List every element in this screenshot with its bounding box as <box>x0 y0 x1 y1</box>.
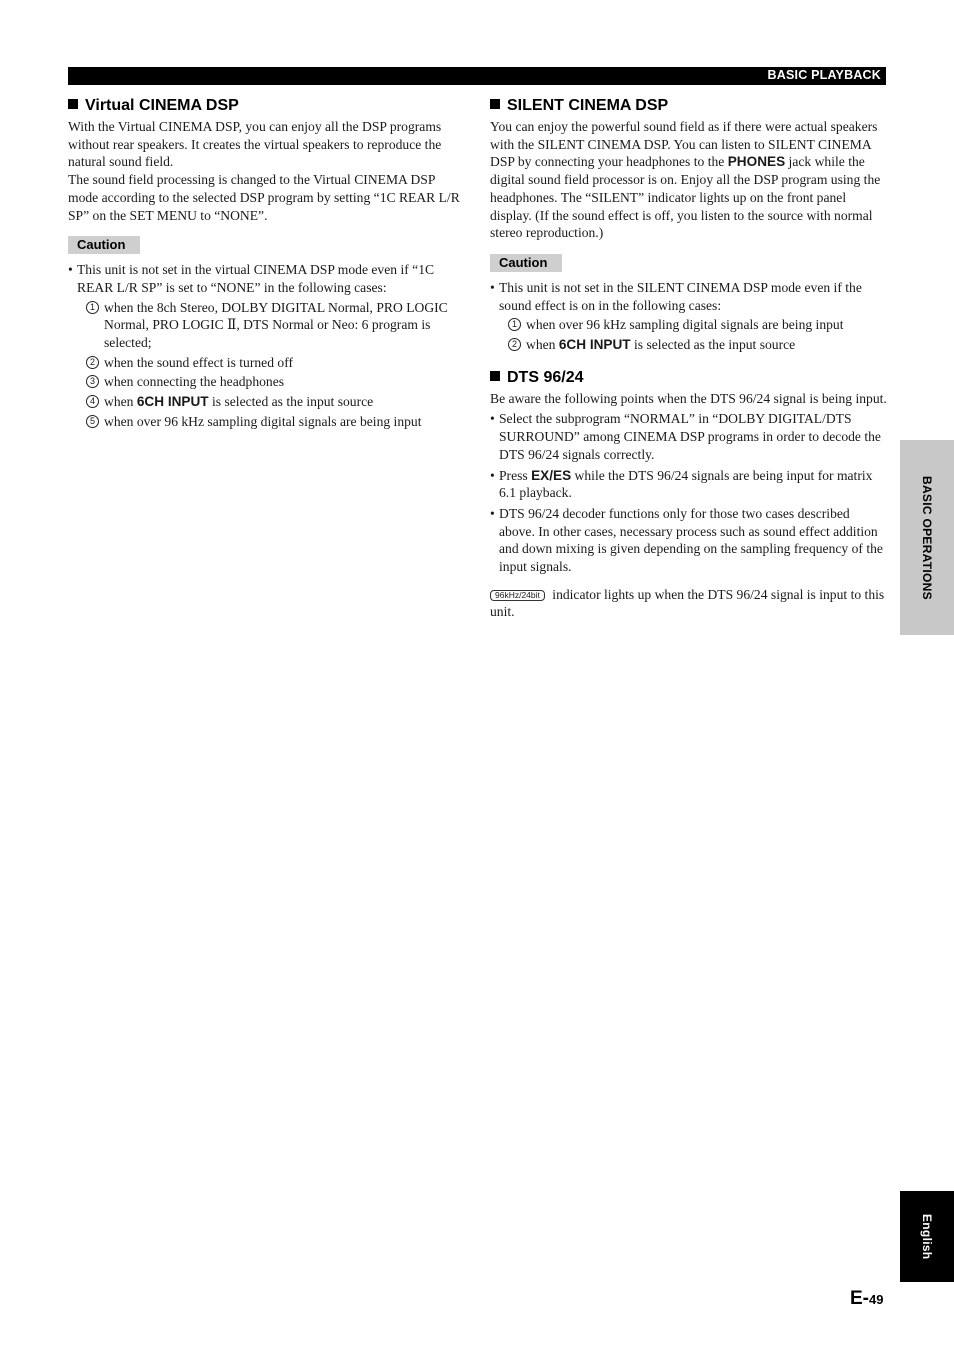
paragraph: Be aware the following points when the DTS 96/24 signal is being input. <box>490 390 887 406</box>
caution-bullet: • This unit is not set in the SILENT CINEMA DSP mode even if the sound effect is on in the following cases: <box>490 279 888 314</box>
bullet-item: • Select the subprogram “NORMAL” in “DOLBY DIGITAL/DTS SURROUND” among CINEMA DSP programs in order to decode the DTS 96/24 signals correctly. <box>490 410 888 463</box>
key-label: PHONES <box>727 154 786 170</box>
right-column <box>490 96 888 621</box>
list-item: 1 when over 96 kHz sampling digital signals are being input <box>490 316 888 334</box>
virtual-cinema-dsp-heading: Virtual CINEMA DSP <box>68 96 460 116</box>
list-item: 2 when 6CH INPUT is selected as the input source <box>490 336 888 354</box>
key-label: EX/ES <box>531 467 572 483</box>
circled-number: 1 <box>508 318 521 331</box>
section-title: BASIC PLAYBACK <box>767 68 881 82</box>
side-tab-language: English <box>900 1191 954 1282</box>
caution-label: Caution <box>490 254 562 272</box>
list-item: 2 when the sound effect is turned off <box>68 354 460 372</box>
dts-96-24-heading: DTS 96/24 <box>490 368 888 388</box>
circled-number: 2 <box>86 356 99 369</box>
side-tab-basic-operations: BASIC OPERATIONS <box>900 440 954 635</box>
circled-number: 3 <box>86 375 99 388</box>
circled-number: 1 <box>86 301 99 314</box>
silent-cinema-dsp-heading: SILENT CINEMA DSP <box>490 96 888 116</box>
square-bullet-icon <box>490 99 500 109</box>
page-number: E-49 <box>850 1288 884 1309</box>
indicator-badge: 96kHz/24bit <box>490 590 545 601</box>
header-bar <box>68 67 886 85</box>
list-item: 4 when 6CH INPUT is selected as the input source <box>68 393 460 411</box>
paragraph: With the Virtual CINEMA DSP, you can enjoy all the DSP programs without rear speakers. It creates the virtual speakers to reproduce the natural sound field. <box>68 119 442 170</box>
key-label: 6CH INPUT <box>558 337 631 353</box>
caution-label: Caution <box>68 236 140 254</box>
indicator-note: 96kHz/24bit indicator lights up when the DTS 96/24 signal is input to this unit. <box>490 586 885 620</box>
left-column <box>68 96 460 431</box>
key-label: 6CH INPUT <box>136 394 209 410</box>
bullet-item: • Press EX/ES while the DTS 96/24 signals are being input for matrix 6.1 playback. <box>490 467 888 502</box>
circled-number: 4 <box>86 395 99 408</box>
list-item: 3 when connecting the headphones <box>68 373 460 391</box>
square-bullet-icon <box>68 99 78 109</box>
caution-bullet: • This unit is not set in the virtual CINEMA DSP mode even if “1C REAR L/R SP” is set to “NONE” in the following cases: <box>68 261 460 296</box>
list-item: 5 when over 96 kHz sampling digital signals are being input <box>68 413 460 431</box>
list-item: 1 when the 8ch Stereo, DOLBY DIGITAL Normal, PRO LOGIC Normal, PRO LOGIC Ⅱ, DTS Normal or Neo: 6 program is selected; <box>68 299 460 352</box>
paragraph: You can enjoy the powerful sound field as if there were actual speakers with the SILENT CINEMA DSP. You can listen to SILENT CINEMA DSP by connecting your headphones to the PHONES jack while the digital sound field processor is on. Enjoy all the DSP program using the headphones. The “SILENT” indicator lights up on the front panel display. (If the sound effect is off, you listen to the source with normal stereo reproduction.) <box>490 119 881 241</box>
paragraph: The sound field processing is changed to the Virtual CINEMA DSP mode according to the selected DSP program by setting “1C REAR L/R SP” on the SET MENU to “NONE”. <box>68 172 460 223</box>
square-bullet-icon <box>490 371 500 381</box>
bullet-item: • DTS 96/24 decoder functions only for those two cases described above. In other cases, necessary process such as sound effect addition and down mixing is given depending on the sampling frequency of the input signals. <box>490 505 888 576</box>
circled-number: 2 <box>508 338 521 351</box>
circled-number: 5 <box>86 415 99 428</box>
